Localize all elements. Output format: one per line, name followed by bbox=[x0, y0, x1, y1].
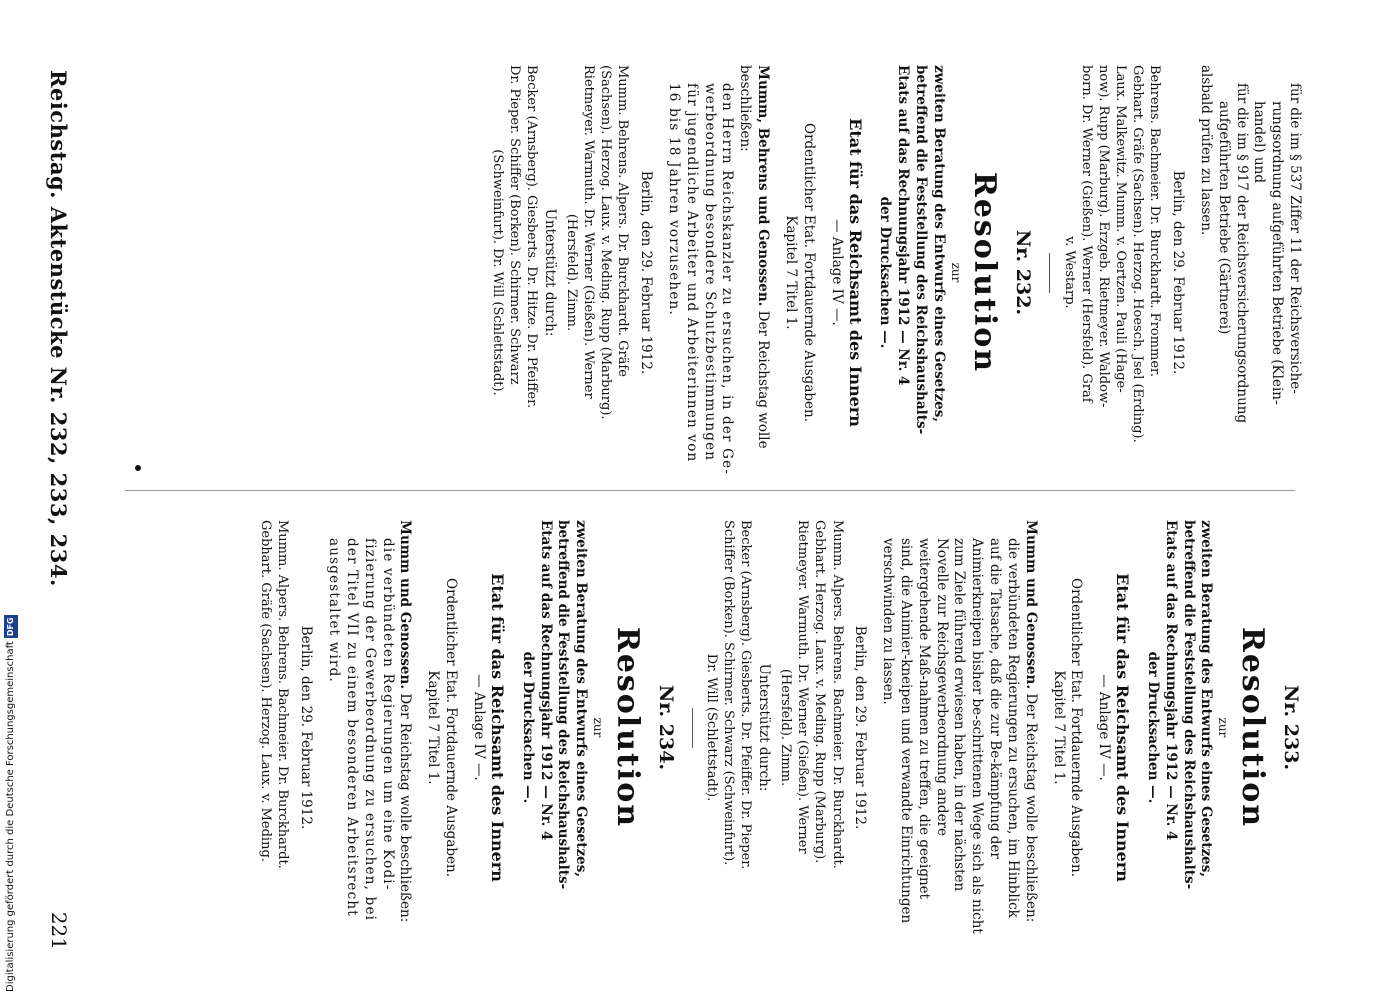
anlage-line: — Anlage IV —. bbox=[470, 674, 487, 781]
zur-line: zur bbox=[1216, 717, 1231, 738]
date-line: Berlin, den 29. Februar 1912. bbox=[298, 625, 315, 830]
intro-line: zweiten Beratung des Entwurfs eines Gesetzes, bbox=[1198, 520, 1215, 878]
kapitel-line: Kapitel 7 Titel 1. bbox=[782, 215, 799, 330]
supporters bbox=[488, 65, 539, 480]
ausgaben-line: Ordentlicher Etat. Fortdauernde Ausgaben. bbox=[443, 578, 459, 877]
column-divider bbox=[125, 490, 1295, 491]
left-column bbox=[488, 65, 1303, 480]
kapitel-line: Kapitel 7 Titel 1. bbox=[425, 670, 442, 785]
intro-line: betreffend die Feststellung des Reichshaushalts- bbox=[913, 65, 930, 435]
continued-text bbox=[1214, 65, 1303, 480]
anlage-line: — Anlage IV —. bbox=[1096, 674, 1113, 781]
text-line: aufgeführten Betriebe (Gärtnerei) bbox=[1215, 101, 1232, 335]
intro-line: zweiten Beratung des Entwurfs eines Gesetzes, bbox=[930, 65, 947, 423]
supporter-line: (Schweinfurt). Dr. Will (Schlettstadt). bbox=[489, 149, 505, 396]
intro-line: der Drucksachen —. bbox=[877, 196, 894, 349]
text-line: für die im § 537 Ziffer 11 der Reichsversiche- bbox=[1287, 83, 1303, 394]
signer-line: v. Westarp. bbox=[1061, 236, 1077, 309]
moving-line: Der Reichstag wolle beschließen: bbox=[1022, 689, 1039, 923]
intro-line: der Drucksachen —. bbox=[1145, 651, 1162, 804]
dfg-credit-text bbox=[4, 607, 18, 992]
document-number: Nr. 234. bbox=[654, 684, 677, 771]
signer-line: Rietmeyer. Warmuth. Dr. Werner (Gießen). Werner bbox=[581, 65, 597, 399]
supporter-line: Schiffer (Borken). Schirmer. Schwarz (Schweinfurt). bbox=[720, 520, 736, 866]
signer-line: Gebhart. Gräfe (Sachsen). Herzog. Hoesch. Jsel (Erding). bbox=[1130, 65, 1146, 443]
signer-line: Gebhart. Herzog. Laux. v. Meding. Rupp (Marburg). bbox=[812, 520, 828, 864]
intro-line: Etats auf das Rechnungsjahr 1912 — Nr. 4 bbox=[1162, 520, 1179, 841]
supporter-line: Dr. Will (Schlettstadt). bbox=[703, 653, 719, 802]
page-header bbox=[37, 70, 71, 950]
intro-line: der Drucksachen —. bbox=[519, 651, 536, 804]
ausgaben-line: Ordentlicher Etat. Fortdauernde Ausgaben. bbox=[800, 123, 817, 422]
signers bbox=[1060, 65, 1163, 480]
signer-line: Behrens. Bachmeier. Dr. Burckhardt. Frommer. bbox=[1147, 65, 1163, 377]
signer-line: Mumm. Alpers. Behrens. Bachmeier. Dr. Burckhardt. bbox=[829, 520, 845, 869]
resolution-body: den Herrn Reichskanzler zu ersuchen, in der Ge-werbeordnung besondere Schutzbestimmungen für jugendliche Arbeiter und Arbeiterinnen von 16 bis 18 Jahren vorzusehen. bbox=[666, 83, 736, 476]
resolution-heading: Resolution bbox=[967, 171, 1003, 374]
moving-line: Der Reichstag wolle beschließen: bbox=[737, 65, 772, 449]
signers bbox=[777, 520, 846, 935]
signer-line: (Hersfeld). Zimm. bbox=[778, 668, 794, 787]
ink-dot bbox=[135, 465, 141, 471]
date-line: Berlin, den 29. Februar 1912. bbox=[638, 170, 655, 375]
separator bbox=[1049, 253, 1050, 293]
resolution-body: die verbündeten Regierungen um eine Kodi-fizierung der Gewerbeordnung zu ersuchen, bei der Titel VII zu einem besonderen Arbeitsrecht ausgestaltet wird. bbox=[326, 538, 396, 922]
document-232 bbox=[488, 65, 1035, 480]
text-line: rungsordnung aufgeführten Betriebe (Klein- bbox=[1269, 101, 1286, 405]
dfg-credit bbox=[4, 607, 18, 992]
supporter-line: Becker (Arnsberg). Giesberts. Dr. Pfeiffer. Dr. Pieper. bbox=[738, 520, 754, 870]
intro-line: Etats auf das Rechnungsjahr 1912 — Nr. 4 bbox=[895, 65, 912, 386]
document-233 bbox=[703, 520, 1303, 935]
movers: Mumm und Genossen. bbox=[1022, 520, 1039, 690]
signer-line: Mumm. Behrens. Alpers. Dr. Burckhardt. Gräfe bbox=[615, 65, 631, 377]
signer-line: Rietmeyer. Warmuth. Dr. Werner (Gießen). Werner bbox=[795, 520, 811, 854]
resolution-heading: Resolution bbox=[1234, 626, 1270, 829]
signer-line: Gebhart. Gräfe (Sachsen). Herzog. Laux. v. Meding. bbox=[258, 520, 274, 862]
text-line: handel) und bbox=[1251, 101, 1268, 183]
zur-line: zur bbox=[948, 262, 963, 283]
signers bbox=[563, 65, 632, 480]
supported-by-label: Unterstützt durch: bbox=[541, 208, 558, 337]
date-line: Berlin, den 29. Februar 1912. bbox=[1170, 170, 1187, 375]
supporters bbox=[703, 520, 754, 935]
page-number: 221 bbox=[47, 911, 71, 950]
supporter-line: Becker (Arnsberg). Giesberts. Dr. Hitze. Dr. Pfeiffer. bbox=[523, 65, 539, 409]
signer-line: now). Rupp (Marburg). Erzgeb. Rietmeyer. Waldow- bbox=[1095, 65, 1111, 408]
signer-line: (Hersfeld). Zimm. bbox=[563, 213, 579, 332]
resolution-body: die verbündeten Regierungen zu ersuchen, im Hinblick auf die Tatsache, daß die zur Be-kämpfung der Animierkneipen bisher be-schrittenen Wege sich als nicht zum Ziele führend erwiesen haben, in der nächsten Novelle zur Reichsgewerbeordnung andere weitergehende Maß-nahmen zu treffen, die geeignet sind, die Animier-kneipen und verwandte Einrichtungen verschwinden zu lassen. bbox=[880, 538, 1021, 934]
signer-line: Mumm. Alpers. Behrens. Bachmeier. Dr. Burckhardt. bbox=[275, 520, 291, 869]
resolution-heading: Resolution bbox=[609, 626, 645, 829]
signer-line: (Sachsen). Herzog. Laux. v. Meding. Rupp (Marburg). bbox=[598, 65, 614, 420]
ausgaben-line: Ordentlicher Etat. Fortdauernde Ausgaben. bbox=[1068, 578, 1085, 877]
running-title: Reichstag. Aktenstücke Nr. 232, 233, 234. bbox=[46, 70, 71, 587]
right-column bbox=[257, 520, 1303, 935]
document-234 bbox=[257, 520, 677, 935]
separator bbox=[692, 708, 693, 748]
signer-line: Laux. Malkewitz. Mumm. v. Oertzen. Pauli (Hage- bbox=[1113, 65, 1128, 393]
anlage-line: — Anlage IV —. bbox=[828, 219, 845, 326]
text-line: für die im § 917 der Reichsversicherungsordnung bbox=[1233, 83, 1250, 424]
movers: Mumm, Behrens und Genossen. bbox=[755, 65, 772, 307]
text-line: alsbald prüfen zu lassen. bbox=[1197, 65, 1214, 236]
intro-line: betreffend die Feststellung des Reichshaushalts- bbox=[1180, 520, 1197, 890]
intro-line: Etats auf das Rechnungsjahr 1912 — Nr. 4 bbox=[537, 520, 554, 841]
kapitel-line: Kapitel 7 Titel 1. bbox=[1050, 670, 1067, 785]
moving-line: Der Reichstag wolle beschließen: bbox=[397, 689, 414, 923]
movers: Mumm und Genossen. bbox=[397, 520, 414, 690]
etat-heading: Etat für das Reichsamt des Innern bbox=[1113, 573, 1133, 882]
intro-line: betreffend die Feststellung des Reichshaushalts- bbox=[555, 520, 572, 890]
intro-line: zweiten Beratung des Entwurfs eines Gesetzes, bbox=[573, 520, 590, 878]
document-number: Nr. 232. bbox=[1012, 229, 1035, 316]
date-line: Berlin, den 29. Februar 1912. bbox=[852, 625, 869, 830]
credit-text: Digitalisierung gefördert durch die Deutsche Forschungsgemeinschaft bbox=[5, 641, 16, 992]
signers bbox=[257, 520, 291, 935]
etat-heading: Etat für das Reichsamt des Innern bbox=[487, 573, 507, 882]
etat-heading: Etat für das Reichsamt des Innern bbox=[845, 118, 865, 427]
supported-by-label: Unterstützt durch: bbox=[755, 663, 772, 792]
signer-line: born. Dr. Werner (Gießen). Werner (Hersfeld). Graf bbox=[1078, 65, 1094, 403]
zur-line: zur bbox=[591, 717, 605, 738]
document-number: Nr. 233. bbox=[1280, 684, 1302, 771]
dfg-logo: DFG bbox=[4, 615, 18, 638]
supporter-line: Dr. Pieper. Schiffer (Borken). Schirmer. Schwarz bbox=[506, 65, 522, 385]
